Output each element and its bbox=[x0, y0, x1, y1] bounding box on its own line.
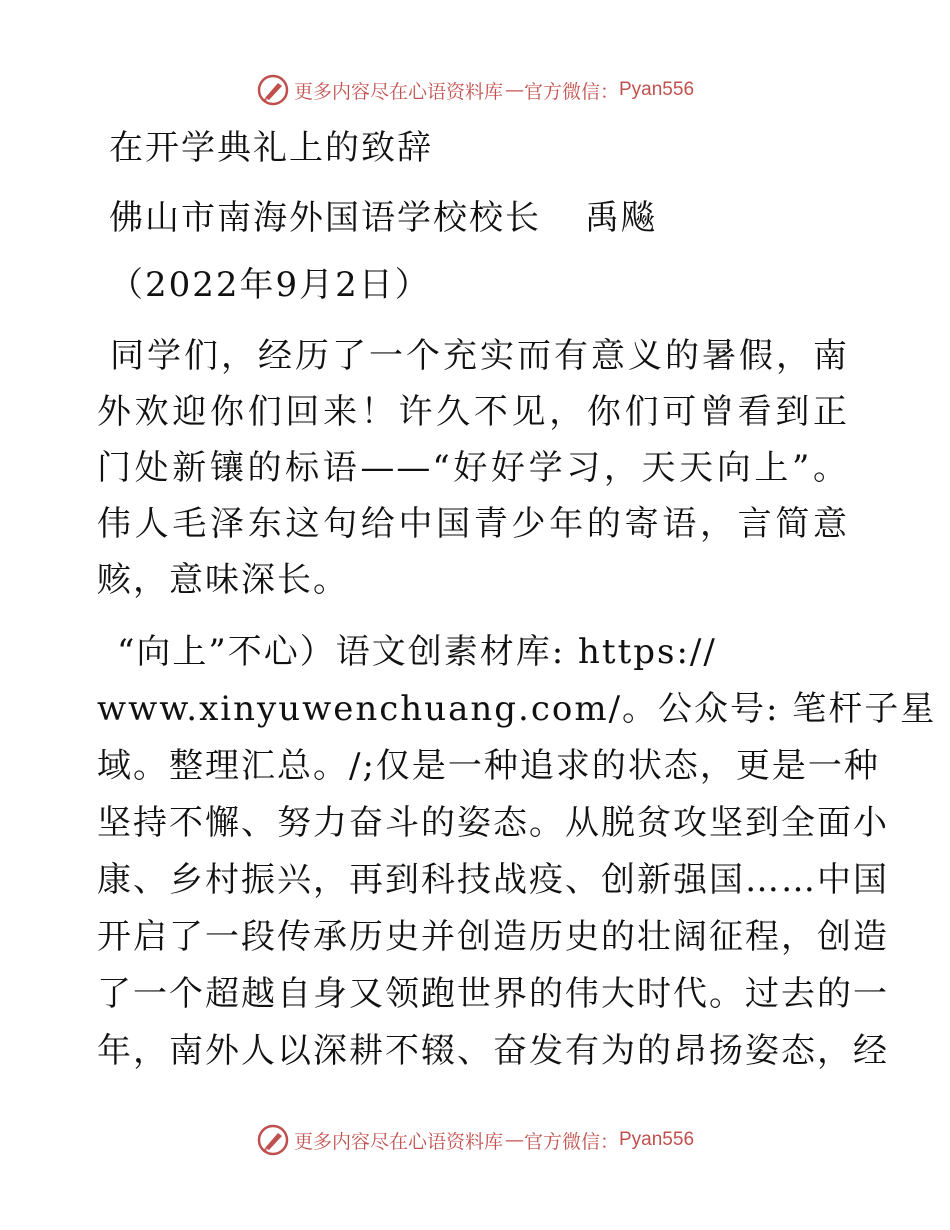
paragraph-2-line: 康、乡村振兴，再到科技战疫、创新强国……中国 bbox=[97, 860, 889, 900]
document-body bbox=[97, 120, 937, 1080]
author-line bbox=[97, 190, 849, 247]
paragraph-2-line: 年，南外人以深耕不辍、奋发有为的昂扬姿态，经 bbox=[97, 1031, 889, 1071]
watermark-label: 官方微信： bbox=[523, 80, 619, 103]
paragraph-2-line: 坚持不懈、努力奋斗的姿态。从脱贫攻坚到全面小 bbox=[97, 803, 889, 843]
document-date: （2022年9月2日） bbox=[109, 265, 431, 305]
paragraph-2 bbox=[97, 624, 937, 1080]
document-title: 在开学典礼上的致辞 bbox=[109, 128, 433, 168]
pen-logo-icon bbox=[256, 73, 290, 107]
watermark-wechat-id: Pyan556 bbox=[619, 1129, 695, 1150]
paragraph-1-text: 同学们，经历了一个充实而有意义的暑假，南外欢迎你们回来！许久不见，你们可曾看到正门处新镶的标语——“好好学习，天天向上”。伟人毛泽东这句给中国青少年的寄语，言简意赅，意味深长。 bbox=[97, 336, 849, 600]
watermark-separator: — bbox=[504, 79, 522, 101]
paragraph-2-line: 开启了一段传承历史并创造历史的壮阔征程，创造 bbox=[97, 917, 889, 957]
paragraph-2-line: www.xinyuwenchuang.com/。公众号: 笔杆子星 bbox=[97, 689, 937, 729]
watermark-separator: — bbox=[504, 1129, 522, 1151]
paragraph-2-line: 了一个超越自身又领跑世界的伟大时代。过去的一 bbox=[97, 974, 889, 1014]
paragraph-2-line: “向上”不心）语文创素材库: https:// bbox=[117, 632, 717, 672]
author-name: 禹飚 bbox=[585, 198, 657, 238]
watermark-text: 更多内容尽在心语资料库 bbox=[293, 80, 503, 103]
author-org: 佛山市南海外国语学校校长 bbox=[109, 198, 541, 238]
watermark-wechat-id: Pyan556 bbox=[619, 79, 695, 100]
footer-watermark bbox=[0, 1120, 950, 1160]
paragraph-2-line: 域。整理汇总。/;仅是一种追求的状态，更是一种 bbox=[97, 746, 880, 786]
pen-logo-icon bbox=[256, 1123, 290, 1157]
watermark-label: 官方微信： bbox=[523, 1130, 619, 1153]
paragraph-1 bbox=[97, 328, 849, 608]
header-watermark bbox=[0, 70, 950, 110]
watermark-text: 更多内容尽在心语资料库 bbox=[293, 1130, 503, 1153]
